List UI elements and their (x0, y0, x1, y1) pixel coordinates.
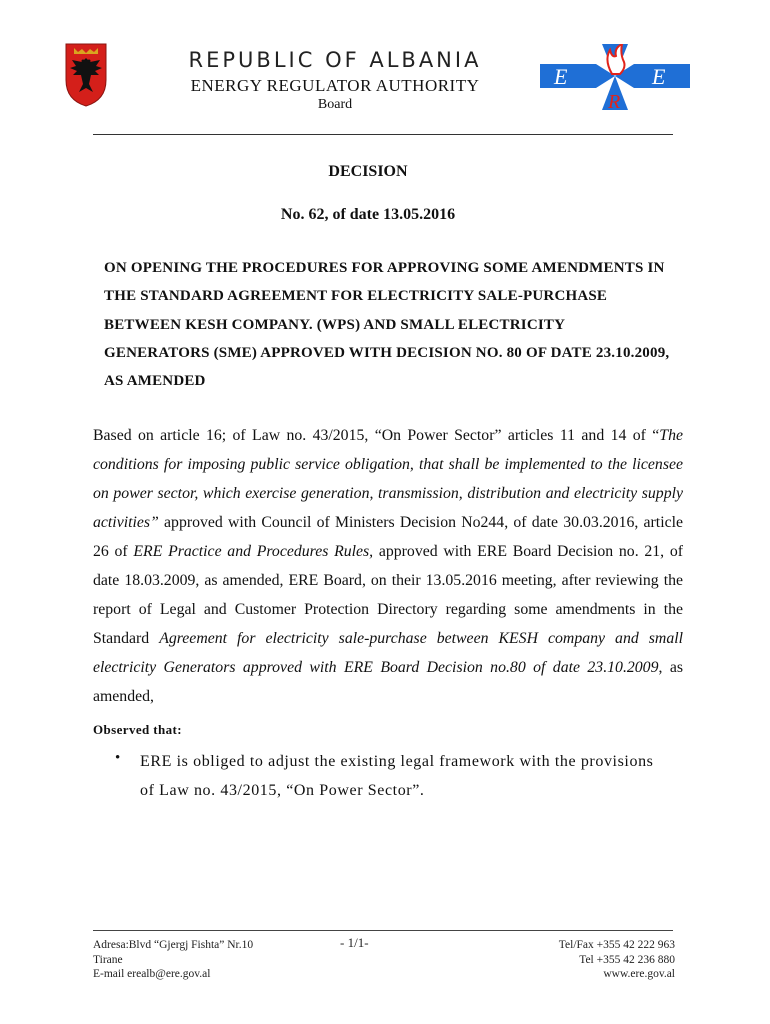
body-segment-2-italic: The conditions for imposing public service obligation, that shall be implemented to the licensee on power sector, which exercise generation, transmission, distribution and electricity supply activities” (93, 427, 683, 531)
board-label: Board (317, 97, 353, 112)
footer-tel: Tel +355 42 236 880 (579, 953, 675, 966)
logo-letter-e-right: E (652, 64, 666, 89)
page-number: - 1/1- (340, 935, 369, 950)
bullet-icon: • (115, 750, 121, 766)
decision-heading: DECISION (328, 163, 408, 180)
decision-subject: ON OPENING THE PROCEDURES FOR APPROVING SOME AMENDMENTS IN THE STANDARD AGREEMENT FOR ELECTRICITY SALE-PURCHASE BETWEEN KESH COMPANY. (WPS) AND SMALL ELECTRICITY GENERATORS (SME) APPROVED WITH DECISION NO. 80 OF DATE 23.10.2009, AS AMENDED (104, 260, 670, 390)
logo-letter-r: R (608, 91, 621, 110)
footer-address-block (93, 938, 253, 982)
body-segment-4-italic: ERE Practice and Procedures Rules, (133, 543, 374, 560)
observed-item: ERE is obliged to adjust the existing legal framework with the provisions of Law no. 43/2015, “On Power Sector”. (140, 753, 654, 799)
footer-address: Adresa:Blvd “Gjergj Fishta” Nr.10 (93, 939, 254, 951)
body-segment-1: Based on article 16; of Law no. 43/2015, “On Power Sector” articles 11 and 14 of “ (93, 427, 660, 444)
footer-contact-block (520, 938, 675, 982)
footer-divider (93, 930, 673, 931)
body-segment-3: approved with Council of Ministers Decision No244, of date 30.03.2016, article 26 of (93, 514, 683, 560)
body-segment-5: approved with ERE Board Decision no. 21, of date 18.03.2009, as amended, ERE Board, on their 13.05.2016 meeting, after reviewing the report of Legal and Customer Protection Directory regarding some amendments in the Standard (93, 543, 683, 647)
legal-basis-paragraph (93, 421, 683, 711)
decision-number: No. 62, of date 13.05.2016 (280, 206, 456, 223)
observed-label: Observed that: (93, 722, 183, 737)
ere-logo (540, 44, 690, 110)
footer-city: Tirane (93, 953, 123, 966)
body-segment-7: , as amended, (93, 659, 683, 705)
footer-email: E-mail erealb@ere.gov.al (93, 968, 211, 980)
country-title: REPUBLIC OF ALBANIA (188, 48, 482, 72)
body-segment-6-italic: Agreement for electricity sale-purchase between KESH company and small electricity Generators approved with ERE Board Decision no.80 of date 23.10.2009 (93, 630, 684, 676)
footer-telfax: Tel/Fax +355 42 222 963 (558, 939, 675, 951)
logo-letter-e-left: E (554, 64, 568, 89)
albania-coat-of-arms (62, 40, 110, 108)
footer-website: www.ere.gov.al (603, 968, 675, 980)
authority-name: ENERGY REGULATOR AUTHORITY (190, 76, 480, 95)
header-divider (93, 134, 673, 135)
